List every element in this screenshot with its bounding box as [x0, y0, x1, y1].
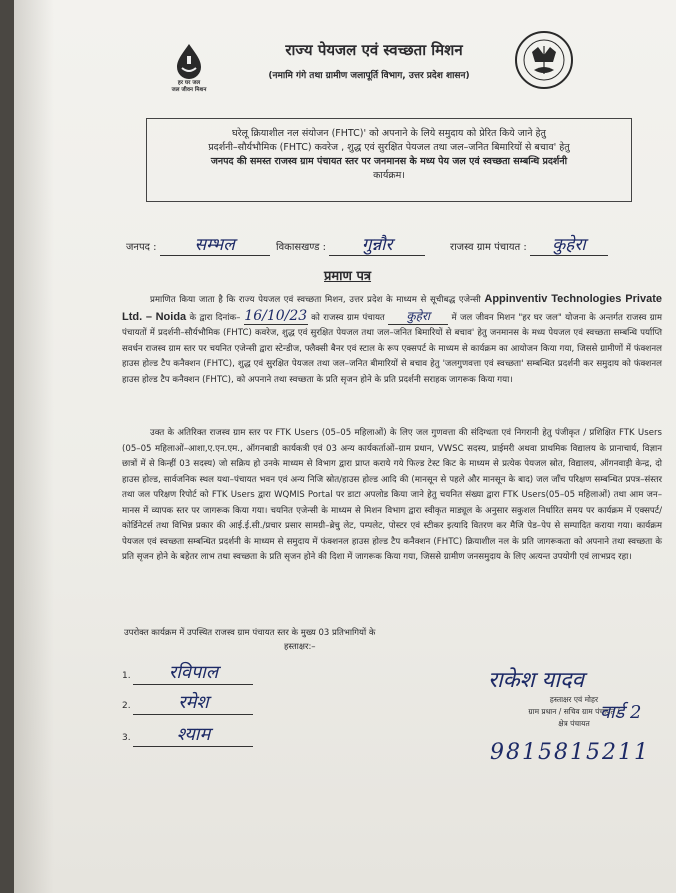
ward-note: वार्ड 2 — [600, 702, 642, 723]
village-name: कुहेरा — [388, 309, 448, 326]
logo-text: हर घर जल — [177, 80, 201, 86]
panchayat-field — [450, 232, 608, 256]
signature-label-3: क्षेत्र पंचायत — [558, 719, 590, 728]
up-government-emblem — [514, 30, 574, 90]
agency-name: Appinventiv Technologies Private Ltd. – Noida — [122, 293, 662, 323]
jal-jeevan-mission-logo — [158, 38, 220, 100]
district-field — [126, 232, 270, 256]
district-label: जनपद : — [126, 242, 157, 253]
block-field — [276, 232, 425, 256]
participant-signature: रविपाल — [133, 660, 253, 685]
signature-label-2: ग्राम प्रधान / सचिव ग्राम पंचायत / — [528, 707, 620, 716]
closing-line-1: उपरोक्त कार्यक्रम में उपस्थित राजस्व ग्राम पंचायत स्तर के मुख्य 03 प्रतिभागियों के — [124, 628, 376, 638]
para1-intro: प्रमाणित किया जाता है कि राज्य पेयजल एवं स्वच्छता मिशन, उत्तर प्रदेश के माध्यम से सूचीबद्ध एजेन्सी — [150, 295, 481, 305]
page-shadow — [14, 0, 54, 893]
logo-subtext: जल जीवन मिशन — [171, 87, 207, 93]
certificate-heading: प्रमाण पत्र — [324, 269, 372, 284]
box-line-1: घरेलू क्रियाशील नल संयोजन (FHTC)' को अपनाने के लिये समुदाय को प्रेरित किये जाने हेतु — [232, 128, 546, 139]
certificate-paragraph-2 — [122, 426, 662, 566]
pradhan-signature: राकेश यादव — [488, 668, 584, 693]
certificate-page — [14, 0, 676, 893]
participant-number: 2. — [122, 701, 131, 711]
participants-heading — [124, 626, 484, 654]
participant-2 — [122, 690, 253, 715]
page-title: राज्य पेयजल एवं स्वच्छता मिशन — [285, 41, 463, 59]
closing-line-2: हस्ताक्षर:– — [284, 642, 316, 652]
box-line-3: जनपद की समस्त राजस्व ग्राम पंचायत स्तर पर जनमानस के मध्य पेय जल एवं स्वच्छता सम्बन्धि प्रदर्शनी — [210, 156, 568, 167]
pradhan-signature-block — [464, 664, 676, 730]
participant-number: 3. — [122, 733, 131, 743]
program-description-box — [146, 118, 632, 202]
participant-1 — [122, 660, 253, 685]
participant-signature: रमेश — [133, 690, 253, 715]
phone-number: 9815815211 — [490, 740, 650, 765]
block-label: विकासखण्ड : — [276, 242, 327, 253]
page-subtitle: (नमामि गंगे तथा ग्रामीण जलापूर्ति विभाग, उत्तर प्रदेश शासन) — [268, 71, 470, 81]
certificate-paragraph-1 — [122, 292, 662, 388]
participant-number: 1. — [122, 671, 131, 681]
box-line-4: कार्यक्रम। — [373, 170, 405, 181]
panchayat-label: राजस्व ग्राम पंचायत : — [450, 242, 527, 253]
para2-body: उक्त के अतिरिक्त राजस्व ग्राम स्तर पर FTK Users (05–05 महिलाओं) के लिए जल गुणवत्ता की संदिग्धता एवं निगरानी हेतु पंजीकृत / प्रशिक्षित FTK Users (05–05 महिलाओं–आशा,ए.एन.एम., ऑगनबाडी कार्यकत्री एवं 03 अन्य कार्यकर्ताओं–ग्राम प्रधान, VWSC सदस्य, प्राईमरी अथवा प्राथमिक विद्यालय के प्रानाचार्य, विज्ञान छात्रों में से किन्हीं 03 सदस्य) जो सक्रिय हो उनके माध्यम से विभाग द्वारा प्राप्त कराये गये फिल्ड टेस्ट किट के माध्यम से प्रत्येक पेयजल स्रोत, विद्यालय, ऑगनवाड़ी केन्द्र, दो हाउस होल्ड, सार्वजनिक स्थल यथा–पंचायत भवन एवं अन्य निजि स्रोत/हाउस होल्ड आदि की (मानसून से पहले और मानसून के बाद) जल जाँच परिक्षण सम्बन्धित प्रपत्र–संस्तर तथा जल परिक्षण रिपोर्ट को FTK Users द्वारा WQMIS Portal पर डाटा अपलोड किया जाने हेतु चयनित संख्या द्वारा FTK Users(05–05 महिलाओं) तथा आम जन–मानस में व्यापक स्तर पर जागरूक किया गया। चयनित एजेन्सी के माध्यम से मिशन विभाग द्वारा स्वीकृत माड्यूल के अनुसार सकुशल निर्धारित समय पर कार्यक्रम में एक्सपर्ट/कोर्डिनेटर्स तथा विभिन्न प्रकार की आई.ई.सी./प्रचार प्रसार सामग्री–ब्रेचु लेट, पम्पलेट, पोस्टर एवं स्टीकर इत्यादि वितरण कर मैजि पेड–पेप से सम्पादित कराया गया। कार्यक्रम पेयजल एवं स्वच्छता सम्बन्धित प्रदर्शनी के माध्यम से समुदाय में फंक्शनल हाउस होल्ड टैप कनैक्शन (FHTC) क्रियाशील नल के प्रति जागरूकता को अपनाने तथा स्वच्छता के प्रति सृजन होने के बहेतर लाभ तथा स्वच्छता के प्रति सृजन होने की दिशा में जागरूक किया गया, जिससे ग्रामीण जनसमुदाय के लिए अत्यन्त उपयोगी एवं लाभप्रद रहा। — [122, 428, 663, 562]
para1-body: में जल जीवन मिशन "हर घर जल" योजना के अन्तर्गत राजस्व ग्राम पंचायतों में प्रदर्शनी–सौर्यभौमिक (FHTC) कवरेज, शुद्ध एवं सुरक्षित पेयजल तथा जल–जनित बिमारियों से बचाव' हेतु जनमानस के मध्य पेयजल एवं स्वच्छता सम्बन्धि पर्याप्ति सवर्धन राजस्व ग्राम स्तर पर चयनित एजेन्सी द्वारा स्टेन्डीज, फ्लैक्सी बैनर एवं स्टाल के रूप एक्सपर्ट के माध्यम से कार्यक्रम का आयोजन किया गया, जिससे ग्रामीणों में फंक्शनल हाउस होल्ड टैप कनैक्शन (FHTC), शुद्ध एवं सुरक्षित पेयजल तथा जल–जनित बीमारियों से बचाव हेतु 'जलगुणवत्ता एवं स्वच्छता' सम्बन्धित प्रदर्शनी कर समुदाय को फंक्शनल हाउस होल्ड टैप कनैक्शन (FHTC), को अपनाने तथा स्वच्छता के प्रति सृजन होने के प्रति प्रदर्शनी सराहक जागरूक किया गया। — [122, 312, 662, 385]
district-value: सम्भल — [160, 232, 270, 256]
box-line-2: प्रदर्शनी–सौर्यभौमिक (FHTC) कवरेज , शुद्ध एवं सुरक्षित पेयजल तथा जल–जनित बिमारियों से बचाव' हेतु — [208, 142, 570, 153]
para1-panchayat-label: को राजस्व ग्राम पंचायत — [311, 312, 385, 323]
block-value: गुन्नौर — [329, 232, 425, 256]
signature-label-1: हस्ताक्षर एवं मोहर — [549, 695, 599, 704]
event-date: 16/10/23 — [244, 307, 308, 324]
participant-signature: श्याम — [133, 722, 253, 747]
panchayat-value: कुहेरा — [530, 232, 608, 256]
participant-3 — [122, 722, 253, 747]
para1-date-label: के द्वारा दिनांक– — [189, 312, 241, 323]
